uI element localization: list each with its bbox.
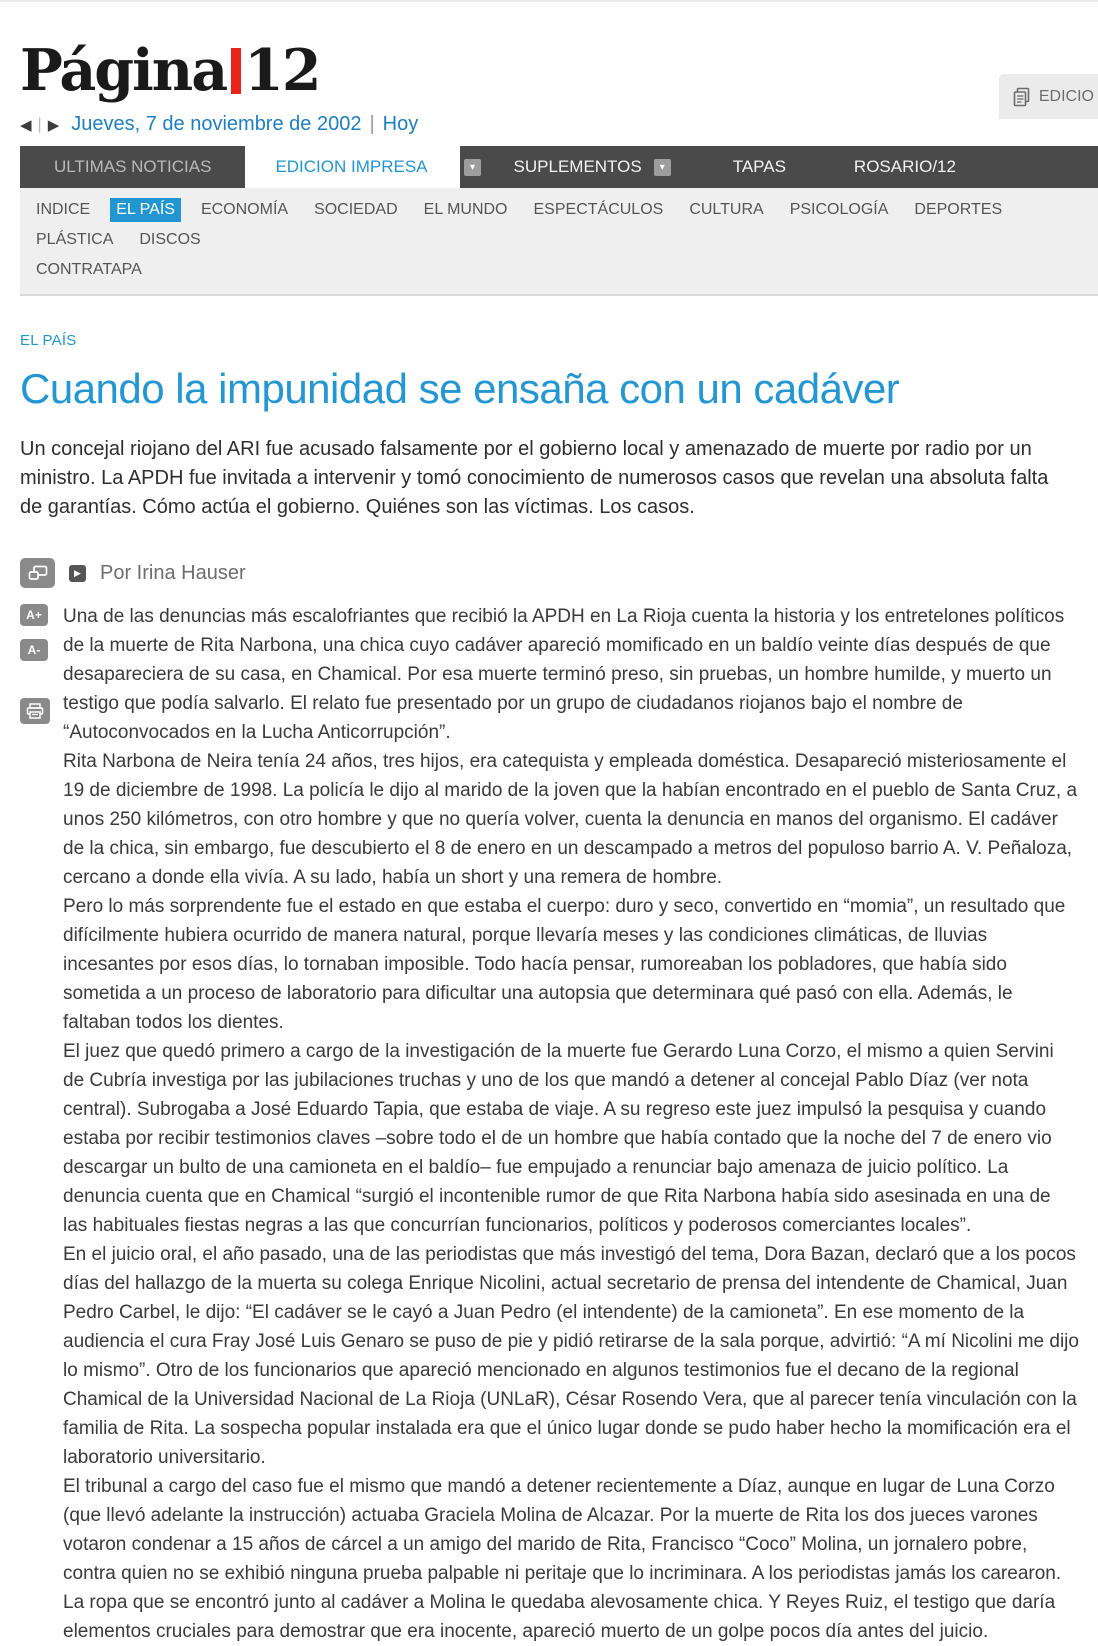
article-paragraph: El tribunal a cargo del caso fue el mismo que mandó a detener recientemente a Díaz, aunque en lugar de Luna Corzo (que llevó adelante la instrucción) actuaba Graciela Molina de Alcazar. Por la muerte de Rita los dos jueces varones votaron condenar a 15 años de cárcel a un amigo del marido de Rita, Francisco “Coco” Molina, un jornalero pobre, contra quien no se exhibió ninguna prueba palpable ni peritaje que lo incriminara. A los periodistas jamás los carearon. La ropa que se encontró junto al cadáver a Molina le quedaba alevosamente chica. Y Reyes Ruiz, el testigo que daría elementos cruciales para demostrar que era inocente, apareció muerto de un golpe pocos día antes del juicio. bbox=[63, 1476, 1062, 1643]
chevron-down-icon: ▾ bbox=[654, 159, 671, 176]
section-espectaculos[interactable]: ESPECTÁCULOS bbox=[533, 201, 664, 218]
edicion-impresa-dropdown-button[interactable] bbox=[458, 146, 486, 188]
nav-rosario12[interactable]: ROSARIO/12 bbox=[853, 157, 956, 176]
editions-button-label: EDICIO bbox=[1038, 87, 1094, 105]
section-el-mundo[interactable]: EL MUNDO bbox=[423, 201, 508, 218]
section-el-pais-active[interactable]: EL PAÍS bbox=[110, 198, 181, 222]
today-link[interactable]: Hoy bbox=[382, 113, 419, 135]
section-contratapa[interactable]: CONTRATAPA bbox=[36, 261, 142, 278]
article-byline: Por Irina Hauser bbox=[100, 561, 246, 584]
share-button[interactable] bbox=[20, 558, 55, 588]
printer-icon bbox=[26, 703, 44, 719]
next-day-arrow-icon[interactable]: ▶ bbox=[47, 116, 60, 134]
section-sociedad[interactable]: SOCIEDAD bbox=[314, 201, 398, 218]
section-navigation bbox=[20, 188, 1098, 296]
arrow-separator: | bbox=[37, 115, 42, 133]
section-plastica[interactable]: PLÁSTICA bbox=[36, 231, 114, 248]
article-paragraph: En el juicio oral, el año pasado, una de las periodistas que más investigó del tema, Dora Bazan, declaró que a los pocos días del hallazgo de la muerta su colega Enrique Nicolini, actual secretario de prensa del intendente de Chamical, Juan Pedro Carbel, le dijo: “El cadáver se le cayó a Juan Pedro (el intendente) de la camioneta”. En ese momento de la audiencia el cura Fray José Luis Genaro se puso de pie y pidió retirarse de la sala porque, advirtió: “A mí Nicolini me dijo lo mismo”. Otro de los funcionarios que apareció mencionado en algunos testimonios fue el decano de la regional Chamical de la Universidad Nacional de La Rioja (UNLaR), César Rosendo Vera, que al parecer tenía vinculación con la familia de Rita. La sospecha popular instalada era que el único lugar donde se pudo haber hecho la momificación era el laboratorio universitario. bbox=[63, 1244, 1079, 1469]
pages-icon bbox=[1013, 87, 1031, 107]
logo-red-bar bbox=[231, 48, 241, 94]
site-header bbox=[0, 2, 1098, 136]
overlapping-windows-icon bbox=[28, 565, 48, 581]
print-button[interactable] bbox=[20, 698, 50, 724]
font-decrease-button[interactable]: A- bbox=[20, 639, 48, 661]
section-economia[interactable]: ECONOMÍA bbox=[200, 201, 289, 218]
logo-text-12: 12 bbox=[244, 37, 320, 104]
article-lede: Un concejal riojano del ARI fue acusado falsamente por el gobierno local y amenazado de muerte por radio por un ministro. La APDH fue invitada a intervenir y tomó conocimiento de numerosos casos que revelan una absoluta falta de garantías. Cómo actúa el gobierno. Quiénes son las víctimas. Los casos. bbox=[20, 438, 1049, 519]
nav-suplementos-label: SUPLEMENTOS bbox=[513, 157, 642, 176]
section-deportes[interactable]: DEPORTES bbox=[914, 201, 1003, 218]
section-cultura[interactable]: CULTURA bbox=[689, 201, 764, 218]
nav-edicion-impresa-active-tab[interactable]: EDICION IMPRESA bbox=[245, 146, 457, 188]
article-paragraph: Rita Narbona de Neira tenía 24 años, tres hijos, era catequista y empleada doméstica. Desapareció misteriosamente el 19 de diciembre de 1998. La policía le dijo al marido de la joven que la habían encontrado en el pueblo de Santa Cruz, a unos 250 kilómetros, con otro hombre y que no quería volver, cuenta la denuncia en manos del organismo. El cadáver de la chica, sin embargo, fue descubierto el 8 de enero en un descampado a metros del populoso barrio A. V. Peñaloza, cercano a donde ella vivía. A su lado, había un short y una remera de hombre. bbox=[63, 751, 1078, 889]
primary-navigation bbox=[20, 146, 1098, 188]
nav-tapas[interactable]: TAPAS bbox=[732, 157, 786, 176]
article-paragraph: El juez que quedó primero a cargo de la investigación de la muerte fue Gerardo Luna Corzo, el mismo a quien Servini de Cubría investiga por las jubilaciones truchas y uno de los que mandó a detener al concejal Pablo Díaz (ver nota central). Subrogaba a José Eduardo Tapia, que estaba de viaje. A su regreso este juez impulsó la pesquisa y cuando estaba por recibir testimonios claves –sobre todo el de un hombre que había contado que la noche del 7 de enero vio descargar un bulto de una camioneta en el baldío– fue empujado a renunciar bajo amenaza de juicio político. La denuncia cuenta que en Chamical “surgió el incontenible rumor de que Rita Narbona había sido asesinada en una de las habituales fiestas negras a las que concurrían funcionarios, políticos y poderosos comerciantes locales”. bbox=[63, 1041, 1054, 1237]
section-psicologia[interactable]: PSICOLOGÍA bbox=[789, 201, 889, 218]
article bbox=[0, 296, 1098, 1646]
article-tools-column bbox=[20, 602, 63, 1646]
section-nav-row-2 bbox=[30, 258, 1098, 282]
article-paragraph: Una de las denuncias más escalofriantes que recibió la APDH en La Rioja cuenta la historia y los entretelones políticos de la muerte de Rita Narbona, una chica cuyo cadáver apareció momificado en un baldío veinte días después de que desapareciera de su casa, en Chamical. Por esa muerte terminó preso, sin pruebas, un hombre humilde, y muerto un testigo que podía salvarlo. El relato fue presentado por un grupo de ciudadanos riojanos bajo el nombre de “Autoconvocados en la Lucha Anticorrupción”. bbox=[63, 606, 1065, 744]
section-discos[interactable]: DISCOS bbox=[139, 231, 201, 248]
article-paragraph: Pero lo más sorprendente fue el estado en que estaba el cuerpo: duro y seco, convertido en “momia”, un resultado que difícilmente hubiera ocurrido de manera natural, porque llevaría meses y las condiciones climáticas, de lluvias incesantes por esos días, lo tornaban imposible. Todo hacía pensar, rumoreaban los pobladores, que había sido sometida a un proceso de laboratorio para dificultar una autopsia que determinara qué pasó con ella. Además, le faltaban todos los dientes. bbox=[63, 896, 1066, 1034]
article-section-label[interactable]: EL PAÍS bbox=[20, 332, 77, 349]
article-headline: Cuando la impunidad se ensaña con un cadáver bbox=[20, 365, 900, 412]
logo-text-pagina: Página bbox=[20, 37, 227, 104]
current-date: Jueves, 7 de noviembre de 2002 bbox=[71, 113, 362, 135]
font-increase-button[interactable]: A+ bbox=[20, 604, 48, 626]
nav-suplementos[interactable] bbox=[486, 146, 699, 188]
previous-editions-button[interactable] bbox=[999, 74, 1098, 119]
byline-row bbox=[20, 558, 1080, 588]
article-body-wrap bbox=[20, 602, 1080, 1646]
date-separator: | bbox=[369, 113, 375, 135]
nav-ultimas-noticias[interactable]: ULTIMAS NOTICIAS bbox=[54, 157, 212, 176]
previous-day-arrow-icon[interactable]: ◀ bbox=[20, 116, 32, 134]
article-body bbox=[63, 602, 1080, 1646]
chevron-down-icon: ▾ bbox=[464, 159, 481, 176]
play-bullet-icon: ▶ bbox=[69, 565, 86, 582]
date-navigation bbox=[20, 113, 1078, 136]
section-nav-row-1 bbox=[30, 198, 1098, 258]
section-indice[interactable]: INDICE bbox=[36, 201, 91, 218]
